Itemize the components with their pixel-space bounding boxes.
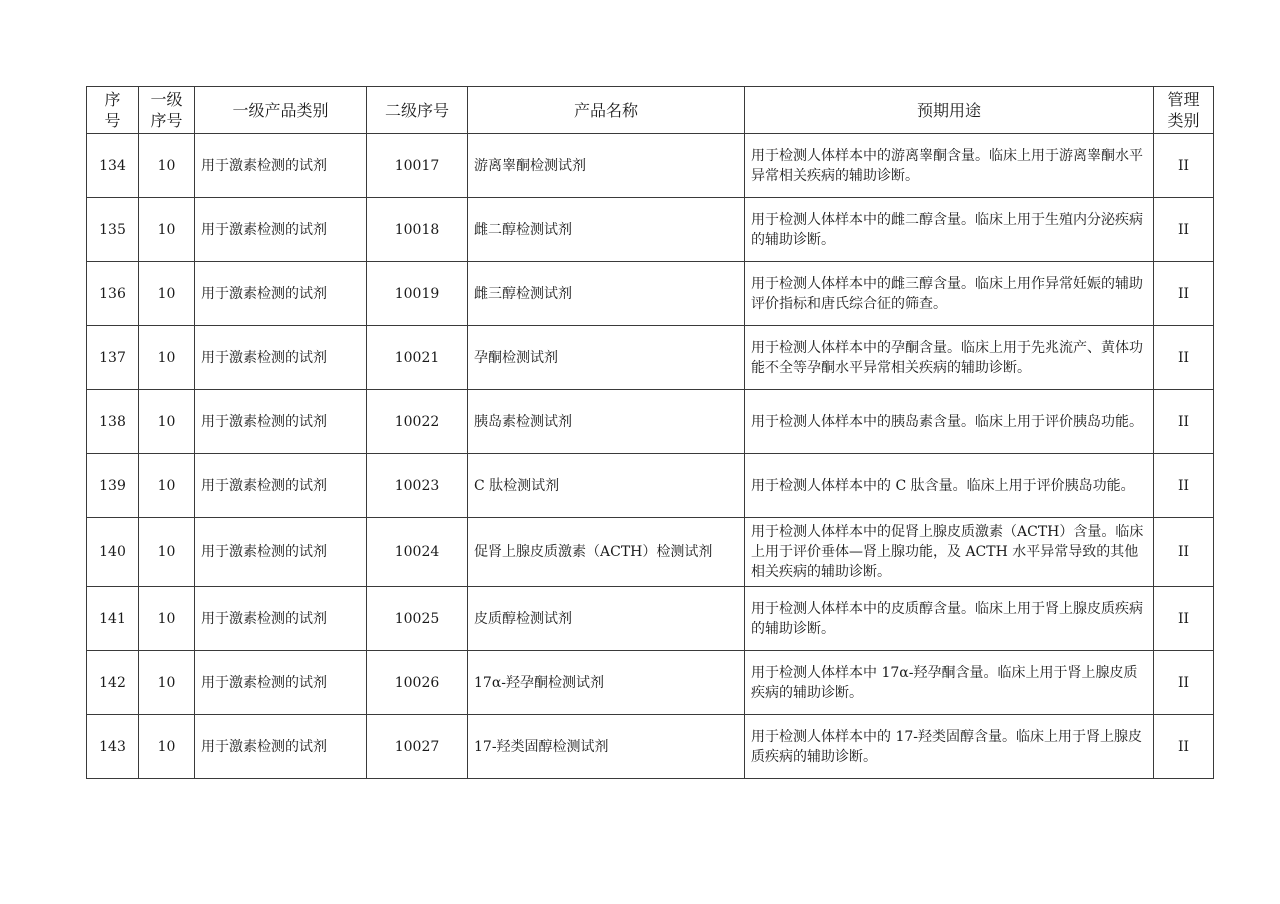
cell-intended-use: 用于检测人体样本中的游离睾酮含量。临床上用于游离睾酮水平异常相关疾病的辅助诊断。: [745, 134, 1154, 198]
cell-level2-seq: 10018: [367, 198, 468, 262]
cell-level1-category: 用于激素检测的试剂: [195, 326, 367, 390]
cell-level2-seq: 10027: [367, 715, 468, 779]
table-row: [87, 715, 1214, 779]
cell-management-class: II: [1154, 198, 1214, 262]
cell-product-name: 17α-羟孕酮检测试剂: [468, 651, 745, 715]
cell-management-class: II: [1154, 390, 1214, 454]
header-intended-use: 预期用途: [745, 87, 1154, 134]
header-management-class-line2: 类别: [1167, 111, 1200, 130]
cell-intended-use: 用于检测人体样本中的孕酮含量。临床上用于先兆流产、黄体功能不全等孕酮水平异常相关疾病的辅助诊断。: [745, 326, 1154, 390]
cell-level2-seq: 10025: [367, 587, 468, 651]
cell-product-name: 雌二醇检测试剂: [468, 198, 745, 262]
product-catalog-table: [86, 86, 1214, 779]
cell-management-class: II: [1154, 518, 1214, 587]
table-row: [87, 454, 1214, 518]
cell-intended-use: 用于检测人体样本中的雌二醇含量。临床上用于生殖内分泌疾病的辅助诊断。: [745, 198, 1154, 262]
cell-product-name: 17-羟类固醇检测试剂: [468, 715, 745, 779]
cell-level2-seq: 10026: [367, 651, 468, 715]
cell-level1-seq: 10: [139, 651, 195, 715]
cell-level1-seq: 10: [139, 454, 195, 518]
cell-management-class: II: [1154, 651, 1214, 715]
cell-level1-category: 用于激素检测的试剂: [195, 454, 367, 518]
cell-level2-seq: 10023: [367, 454, 468, 518]
table-header-row: [87, 87, 1214, 134]
cell-level1-category: 用于激素检测的试剂: [195, 518, 367, 587]
table-row: [87, 518, 1214, 587]
cell-level2-seq: 10019: [367, 262, 468, 326]
header-level1-category: 一级产品类别: [195, 87, 367, 134]
cell-product-name: 促肾上腺皮质激素（ACTH）检测试剂: [468, 518, 745, 587]
header-seq-line1: 序: [104, 90, 121, 109]
cell-management-class: II: [1154, 262, 1214, 326]
cell-management-class: II: [1154, 587, 1214, 651]
cell-level1-category: 用于激素检测的试剂: [195, 198, 367, 262]
cell-intended-use: 用于检测人体样本中的 C 肽含量。临床上用于评价胰岛功能。: [745, 454, 1154, 518]
cell-product-name: 胰岛素检测试剂: [468, 390, 745, 454]
table-row: [87, 198, 1214, 262]
cell-management-class: II: [1154, 454, 1214, 518]
cell-product-name: 雌三醇检测试剂: [468, 262, 745, 326]
header-management-class-line1: 管理: [1167, 90, 1200, 109]
cell-level1-seq: 10: [139, 390, 195, 454]
cell-intended-use: 用于检测人体样本中的 17-羟类固醇含量。临床上用于肾上腺皮质疾病的辅助诊断。: [745, 715, 1154, 779]
cell-level1-seq: 10: [139, 518, 195, 587]
cell-level1-category: 用于激素检测的试剂: [195, 134, 367, 198]
cell-intended-use: 用于检测人体样本中的促肾上腺皮质激素（ACTH）含量。临床上用于评价垂体—肾上腺功能，及 ACTH 水平异常导致的其他相关疾病的辅助诊断。: [745, 518, 1154, 587]
cell-product-name: 皮质醇检测试剂: [468, 587, 745, 651]
cell-level2-seq: 10017: [367, 134, 468, 198]
cell-management-class: II: [1154, 715, 1214, 779]
table-row: [87, 134, 1214, 198]
cell-management-class: II: [1154, 326, 1214, 390]
cell-product-name: 游离睾酮检测试剂: [468, 134, 745, 198]
cell-level1-seq: 10: [139, 326, 195, 390]
cell-level1-category: 用于激素检测的试剂: [195, 390, 367, 454]
cell-seq: 136: [87, 262, 139, 326]
table-row: [87, 326, 1214, 390]
cell-intended-use: 用于检测人体样本中 17α-羟孕酮含量。临床上用于肾上腺皮质疾病的辅助诊断。: [745, 651, 1154, 715]
cell-seq: 134: [87, 134, 139, 198]
table-row: [87, 390, 1214, 454]
header-management-class: [1154, 87, 1214, 134]
cell-level1-seq: 10: [139, 587, 195, 651]
table-row: [87, 587, 1214, 651]
cell-intended-use: 用于检测人体样本中的雌三醇含量。临床上用作异常妊娠的辅助评价指标和唐氏综合征的筛查。: [745, 262, 1154, 326]
header-level2-seq: 二级序号: [367, 87, 468, 134]
cell-level1-category: 用于激素检测的试剂: [195, 587, 367, 651]
cell-seq: 143: [87, 715, 139, 779]
cell-level1-seq: 10: [139, 198, 195, 262]
cell-level1-category: 用于激素检测的试剂: [195, 262, 367, 326]
cell-management-class: II: [1154, 134, 1214, 198]
cell-level1-category: 用于激素检测的试剂: [195, 715, 367, 779]
cell-product-name: 孕酮检测试剂: [468, 326, 745, 390]
cell-seq: 141: [87, 587, 139, 651]
header-level1-seq-line2: 序号: [150, 111, 183, 130]
header-level1-seq-line1: 一级: [150, 90, 183, 109]
header-seq-line2: 号: [104, 111, 121, 130]
cell-product-name: C 肽检测试剂: [468, 454, 745, 518]
cell-level2-seq: 10024: [367, 518, 468, 587]
cell-level1-category: 用于激素检测的试剂: [195, 651, 367, 715]
header-level1-seq: [139, 87, 195, 134]
cell-level1-seq: 10: [139, 715, 195, 779]
cell-level2-seq: 10021: [367, 326, 468, 390]
table-row: [87, 651, 1214, 715]
table-body: [87, 134, 1214, 779]
cell-level1-seq: 10: [139, 134, 195, 198]
header-product-name: 产品名称: [468, 87, 745, 134]
cell-seq: 137: [87, 326, 139, 390]
cell-seq: 138: [87, 390, 139, 454]
cell-seq: 140: [87, 518, 139, 587]
cell-intended-use: 用于检测人体样本中的胰岛素含量。临床上用于评价胰岛功能。: [745, 390, 1154, 454]
cell-intended-use: 用于检测人体样本中的皮质醇含量。临床上用于肾上腺皮质疾病的辅助诊断。: [745, 587, 1154, 651]
cell-level1-seq: 10: [139, 262, 195, 326]
cell-seq: 139: [87, 454, 139, 518]
table-row: [87, 262, 1214, 326]
cell-seq: 142: [87, 651, 139, 715]
header-seq: [87, 87, 139, 134]
cell-seq: 135: [87, 198, 139, 262]
cell-level2-seq: 10022: [367, 390, 468, 454]
